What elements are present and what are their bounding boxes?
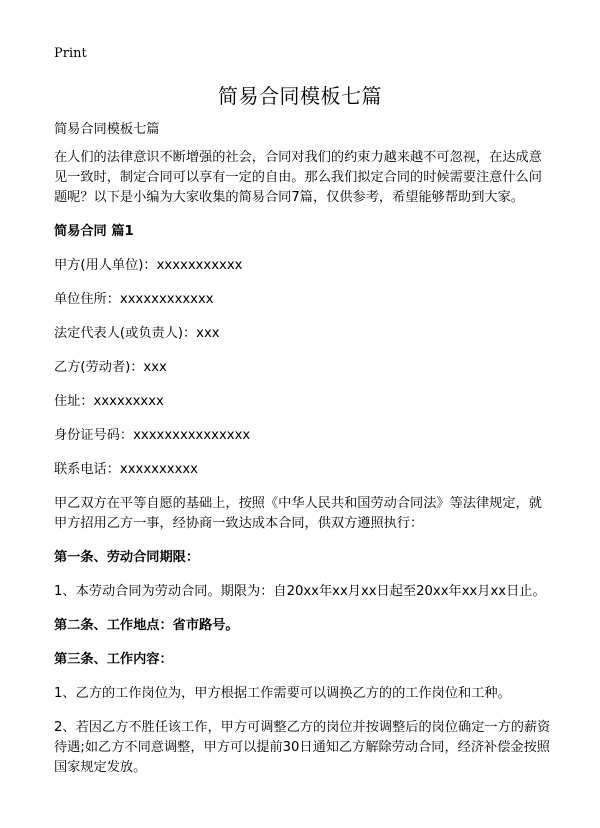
print-link[interactable]: Print bbox=[54, 46, 87, 61]
agreement-paragraph: 甲乙双方在平等自愿的基础上，按照《中华人民共和国劳动合同法》等法律规定，就甲方招用乙方一事，经协商一致达成本合同，供双方遵照执行： bbox=[54, 496, 542, 531]
field-employee: 乙方(劳动者)：xxx bbox=[54, 360, 167, 375]
field-employer-address: 单位住所：xxxxxxxxxxxx bbox=[54, 292, 214, 307]
intro-paragraph: 在人们的法律意识不断增强的社会，合同对我们的约束力越来越不可忽视，在达成意见一致时，制定合同可以享有一定的自由。那么我们拟定合同的时候需要注意什么问题呢？以下是小编为大家收集的简易合同7篇，仅供参考，希望能够帮助到大家。 bbox=[54, 150, 542, 205]
field-legal-representative: 法定代表人(或负责人)：xxx bbox=[54, 326, 220, 341]
document-body bbox=[54, 120, 554, 792]
field-phone: 联系电话：xxxxxxxxxx bbox=[54, 462, 198, 477]
article3-item2: 2、若因乙方不胜任该工作，甲方可调整乙方的岗位并按调整后的岗位确定一方的薪资待遇;如乙方不同意调整，甲方可以提前30日通知乙方解除劳动合同，经济补偿金按照国家规定发放。 bbox=[54, 720, 551, 775]
field-id-number: 身份证号码：xxxxxxxxxxxxxxx bbox=[54, 428, 251, 443]
field-employer: 甲方(用人单位)：xxxxxxxxxxx bbox=[54, 258, 243, 273]
field-employee-address: 住址：xxxxxxxxx bbox=[54, 394, 164, 409]
document-title: 简易合同模板七篇 bbox=[218, 84, 382, 108]
article1-item1: 1、本劳动合同为劳动合同。期限为：自20xx年xx月xx日起至20xx年xx月xx日止。 bbox=[54, 584, 546, 599]
document-subtitle: 简易合同模板七篇 bbox=[54, 122, 160, 137]
article2-heading: 第二条、工作地点：省市路号。 bbox=[54, 618, 239, 633]
article1-heading: 第一条、劳动合同期限： bbox=[54, 550, 200, 565]
article3-heading: 第三条、工作内容： bbox=[54, 652, 173, 667]
article3-item1: 1、乙方的工作岗位为，甲方根据工作需要可以调换乙方的的工作岗位和工种。 bbox=[54, 686, 511, 701]
section-heading: 简易合同 篇1 bbox=[54, 224, 134, 239]
